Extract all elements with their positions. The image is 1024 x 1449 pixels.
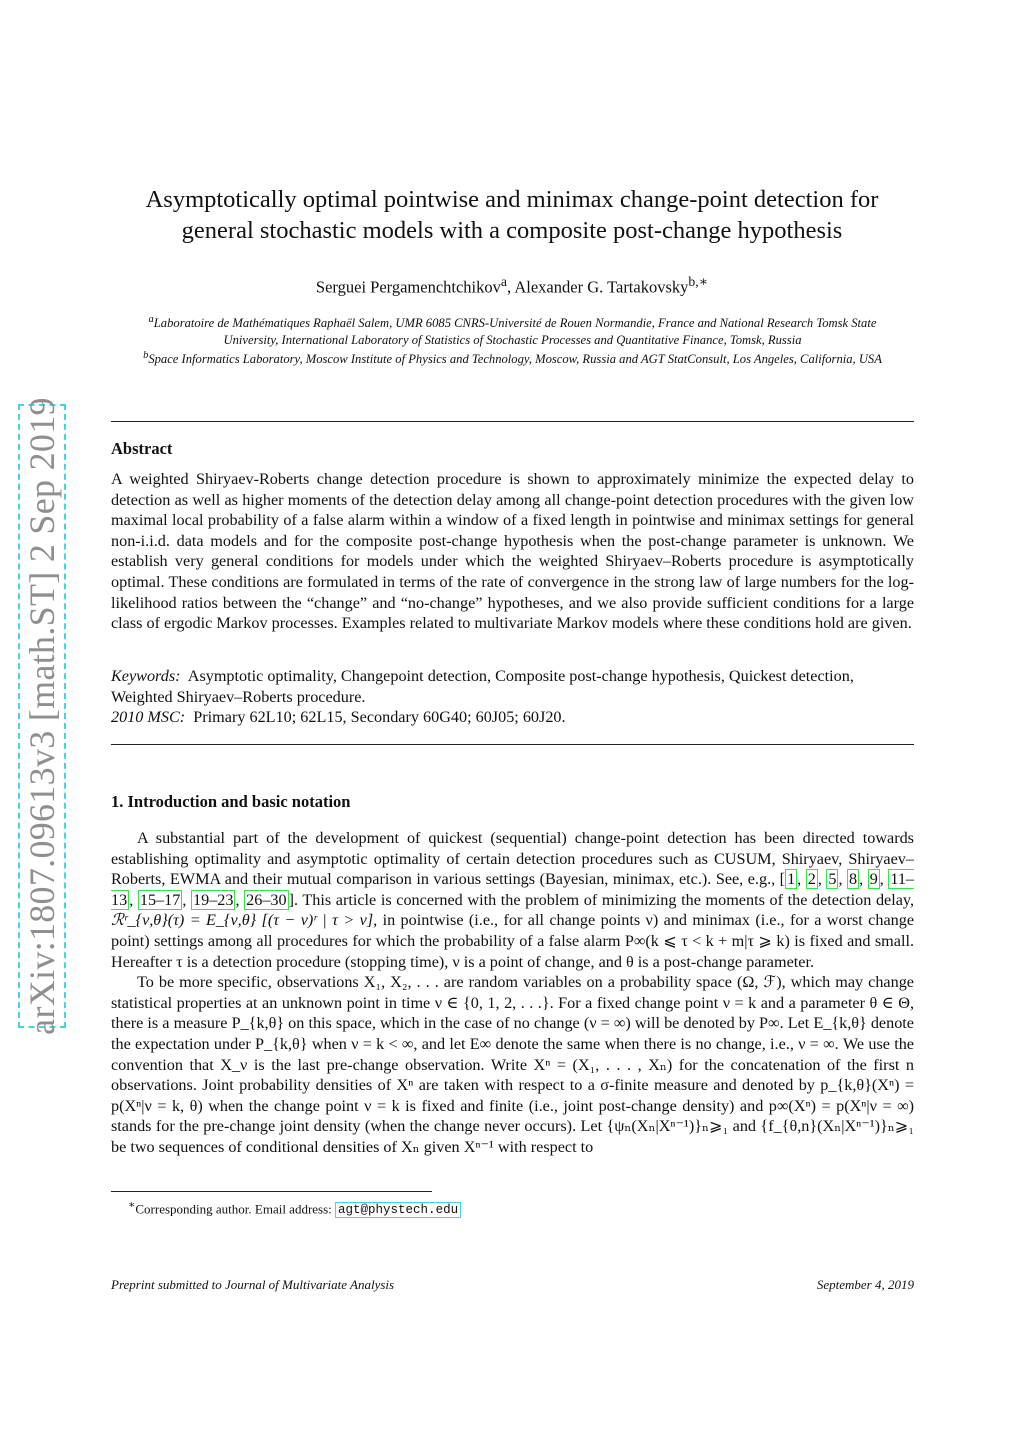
author-2: Alexander G. Tartakovsky (514, 277, 689, 297)
citation-link[interactable]: 5 (828, 870, 837, 889)
msc-line (111, 707, 914, 728)
affiliation-a-line-1 (105, 312, 920, 332)
intro-p1-part-c: , in pointwise (i.e., for all change points ν) and minimax (i.e., for a worst change point) settings among all procedures for which the probability of a false alarm P∞(k ⩽ τ < k + m|τ ⩾ k) is fixed and small. Hereafter τ is a detection procedure (stopping time), ν is a point of change, and θ is a post-change parameter. (111, 911, 914, 971)
author-1: Serguei Pergamenchtchikov (315, 277, 501, 297)
keywords-line (111, 666, 914, 707)
keywords-block (111, 666, 914, 728)
abstract-heading: Abstract (111, 439, 173, 458)
msc-text: Primary 62L10; 62L15, Secondary 60G40; 60J05; 60J20. (193, 708, 566, 727)
affiliation-a-label: a (148, 314, 154, 325)
abstract-bottom-rule (111, 744, 914, 745)
author-list (110, 274, 914, 298)
citation-link[interactable]: 15–17 (139, 890, 181, 909)
intro-p1-part-b: ]. This article is concerned with the problem of minimizing the moments of the detection delay, (288, 890, 914, 909)
citation-link[interactable]: 8 (849, 870, 858, 889)
arxiv-stamp[interactable] (18, 397, 66, 1035)
affiliation-b (105, 348, 920, 368)
email-link[interactable]: agt@phystech.edu (335, 1202, 461, 1218)
msc-label: 2010 MSC: (111, 708, 186, 727)
intro-p1-part-a: A substantial part of the development of quickest (sequential) change-point detection has been directed towards establishing optimality and asymptotic optimality of certain detection procedures such as CUSUM, Shiryaev, Shiryaev–Roberts, EWMA and their mutual comparison in various settings (Bayesian, minimax, etc.). See, e.g., [ (111, 829, 914, 889)
paper-title (100, 184, 924, 246)
citation-link[interactable]: 11–13 (111, 870, 915, 909)
footer-date: September 4, 2019 (816, 1277, 914, 1292)
footnote-rule (111, 1191, 432, 1192)
title-line-2: general stochastic models with a composite post-change hypothesis (181, 217, 843, 244)
affiliations (105, 312, 920, 368)
citation-link[interactable]: 9 (869, 870, 878, 889)
affiliation-b-text: Space Informatics Laboratory, Moscow Institute of Physics and Technology, Moscow, Russia and AGT StatConsult, Los Angeles, California, USA (148, 352, 882, 367)
footnote-mark: ∗ (128, 1199, 136, 1211)
title-line-1: Asymptotically optimal pointwise and minimax change-point detection for (145, 186, 879, 213)
affiliation-b-label: b (143, 350, 149, 362)
abstract-text: A weighted Shiryaev-Roberts change detection procedure is shown to approximately minimize the expected delay to detection as well as higher moments of the detection delay among all change-point detection procedures with the given low maximal local probability of a false alarm within a window of a fixed length in pointwise and minimax settings for general non-i.i.d. data models and for the composite post-change hypothesis when the post-change parameter is unknown. We establish very general conditions for models under which the weighted Shiryaev–Roberts procedure is asymptotically optimal. These conditions are formulated in terms of the rate of convergence in the strong law of large numbers for the log-likelihood ratios between the “change” and “no-change” hypotheses, and we also provide sufficient conditions for a large class of ergodic Markov processes. Examples related to multivariate Markov models where these conditions hold are given. (111, 470, 914, 633)
intro-paragraph-1: A substantial part of the development of quickest (sequential) change-point detection has been directed towards establishing optimality and asymptotic optimality of certain detection procedures such as CUSUM, Shiryaev, Shiryaev–Roberts, EWMA and their mutual comparison in various settings (Bayesian, minimax, etc.). See, e.g., [ 1 , 2 , 5 , 8 , 9 , 11–13 , 15–17 , 19–23 , 26–30 ]. This article is concerned with the problem of minimizing the moments of the detection delay, ℛʳ_{ν,θ}(τ) = E_{ν,θ} [(τ − ν)ʳ | τ > ν], in pointwise (i.e., for all change points ν) and minimax (i.e., for a worst change point) settings among all procedures for which the probability of a false alarm P∞(k ⩽ τ < k + m|τ ⩾ k) is fixed and small. Hereafter τ is a detection procedure (stopping time), ν is a point of change, and θ is a post-change parameter. (111, 829, 915, 971)
intro-paragraph-2: To be more specific, observations X₁, X₂, . . . are random variables on a probability space (Ω, ℱ), which may change statistical properties at an unknown point in time ν ∈ {0, 1, 2, . . .}. For a fixed change point ν = k and a parameter θ ∈ Θ, there is a measure P_{k,θ} on this space, which in the case of no change (ν = ∞) will be denoted by P∞. Let E_{k,θ} denote the expectation under P_{k,θ} when ν = k < ∞, and let E∞ denote the same when there is no change, i.e., ν = ∞. We use the convention that X_ν is the last pre-change observation. Write Xⁿ = (X₁, . . . , Xₙ) for the concatenation of the first n observations. Joint probability densities of Xⁿ are taken with respect to a σ-finite measure and denoted by p_{k,θ}(Xⁿ) = p(Xⁿ|ν = k, θ) when the change point ν = k is fixed and finite (i.e., joint post-change density) and p∞(Xⁿ) = p(Xⁿ|ν = ∞) stands for the pre-change joint density (when the change never occurs). Let {ψₙ(Xₙ|Xⁿ⁻¹)}ₙ⩾₁ and {f_{θ,n}(Xₙ|Xⁿ⁻¹)}ₙ⩾₁ be two sequences of conditional densities of Xₙ given Xⁿ⁻¹ with respect to (111, 973, 914, 1156)
author-2-sup: b,∗ (688, 274, 709, 289)
citation-link[interactable]: 2 (807, 870, 816, 889)
keywords-label: Keywords: (111, 667, 181, 685)
arxiv-stamp-text: arXiv:1807.09613v3 [math.ST] 2 Sep 2019 (22, 397, 62, 1035)
abstract-top-rule (111, 421, 914, 422)
affiliation-a-line-2: University, International Laboratory of Statistics of Stochastic Processes and Quantitative Finance, Tomsk, Russia (223, 332, 802, 347)
keywords-text: Asymptotic optimality, Changepoint detection, Composite post-change hypothesis, Quickest detection, Weighted Shiryaev–Roberts procedure. (111, 667, 854, 706)
detection-delay-formula: ℛʳ_{ν,θ}(τ) = E_{ν,θ} [(τ − ν)ʳ | τ > ν] (111, 911, 374, 930)
introduction-body (111, 828, 914, 1158)
footnote (128, 1198, 461, 1217)
citation-link[interactable]: 1 (787, 870, 796, 889)
footer-journal: Preprint submitted to Journal of Multivariate Analysis (111, 1277, 395, 1292)
author-separator: , (507, 277, 515, 297)
citation-link[interactable]: 26–30 (246, 890, 287, 909)
author-1-sup: a (500, 274, 508, 289)
section-heading: 1. Introduction and basic notation (111, 792, 351, 811)
affiliation-a-text-1: Laboratoire de Mathématiques Raphaël Salem, UMR 6085 CNRS-Université de Rouen Normandie, France and National Research Tomsk State (153, 316, 877, 331)
footnote-text: Corresponding author. Email address: (135, 1201, 336, 1217)
citation-link[interactable]: 19–23 (193, 890, 234, 909)
